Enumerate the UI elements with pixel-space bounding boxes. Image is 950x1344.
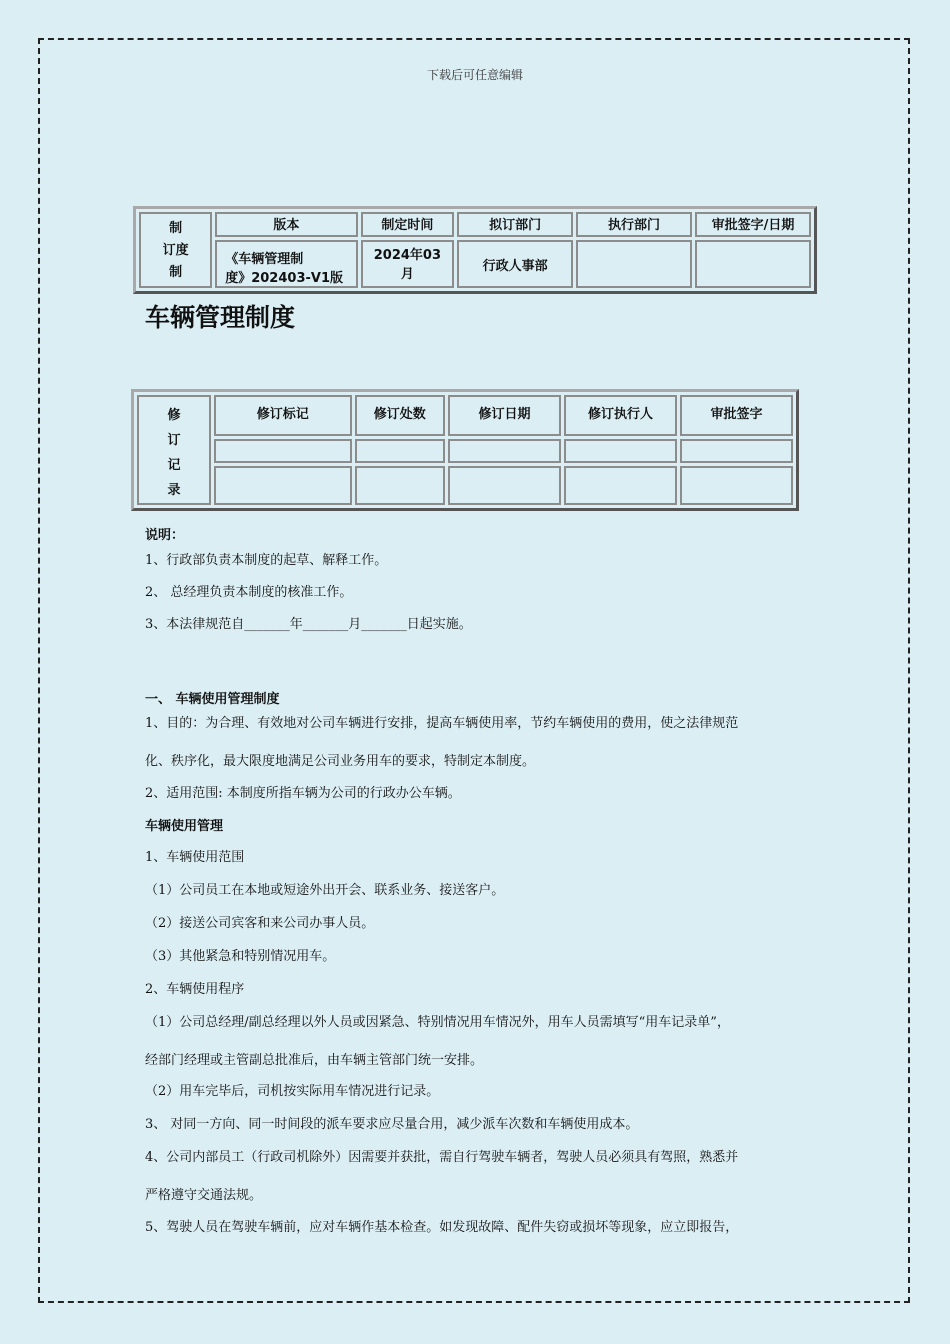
body-line: （2）接送公司宾客和来公司办事人员。 xyxy=(145,916,375,931)
header-revision-approval: 审批签字 xyxy=(680,395,793,436)
cell-date: 2024年03 月 xyxy=(361,240,455,288)
header-revision-mark: 修订标记 xyxy=(214,395,352,436)
header-executing-dept: 执行部门 xyxy=(576,212,692,237)
revision-table xyxy=(131,389,799,511)
notes-heading: 说明： xyxy=(145,528,185,543)
sub-heading-vehicle-use: 车辆使用管理 xyxy=(145,819,224,834)
page-title: 车辆管理制度 xyxy=(145,303,296,332)
header-revision-date: 修订日期 xyxy=(448,395,561,436)
revision-cell xyxy=(355,466,445,505)
revision-cell xyxy=(680,466,793,505)
body-line: （1）公司员工在本地或短途外出开会、联系业务、接送客户。 xyxy=(145,883,505,898)
body-line: 严格遵守交通法规。 xyxy=(145,1188,263,1203)
header-note: 下载后可任意编辑 xyxy=(426,68,523,82)
revision-cell xyxy=(214,466,352,505)
scope-line: 2、适用范围: 本制度所指车辆为公司的行政办公车辆。 xyxy=(145,786,461,801)
body-line: 5、驾驶人员在驾驶车辆前，应对车辆作基本检查。如发现故障、配件失窃或损坏等现象，应立即报告， xyxy=(145,1220,739,1235)
body-line: （3）其他紧急和特别情况用车。 xyxy=(145,949,336,964)
table1-side-label: 制 订度 制 xyxy=(139,212,212,288)
cell-version: 《车辆管理制 度》202403-V1版 xyxy=(215,240,357,288)
header-date: 制定时间 xyxy=(361,212,455,237)
table2-side-label: 修 订 记 录 xyxy=(137,395,211,505)
cell-drafting-dept: 行政人事部 xyxy=(457,240,573,288)
body-line: 2、车辆使用程序 xyxy=(145,982,245,997)
revision-cell xyxy=(564,466,677,505)
revision-cell xyxy=(448,439,561,463)
body-line: （1）公司总经理/副总经理以外人员或因紧急、特别情况用车情况外，用车人员需填写“用车记录单”， xyxy=(145,1015,730,1030)
note-item-1: 1、行政部负责本制度的起草、解释工作。 xyxy=(145,553,388,568)
header-version: 版本 xyxy=(215,212,357,237)
revision-cell xyxy=(564,439,677,463)
header-revision-executor: 修订执行人 xyxy=(564,395,677,436)
note-item-3: 3、本法律规范自_______年_______月_______日起实施。 xyxy=(145,617,472,632)
body-line: 4、公司内部员工（行政司机除外）因需要并获批，需自行驾驶车辆者，驾驶人员必须具有驾照，熟悉并 xyxy=(145,1150,739,1165)
cell-executing-dept xyxy=(576,240,692,288)
header-drafting-dept: 拟订部门 xyxy=(457,212,573,237)
body-line: 3、 对同一方向、同一时间段的派车要求应尽量合用，减少派车次数和车辆使用成本。 xyxy=(145,1117,639,1132)
purpose-line-2: 化、秩序化，最大限度地满足公司业务用车的要求，特制定本制度。 xyxy=(145,754,536,769)
revision-cell xyxy=(680,439,793,463)
purpose-line-1: 1、目的：为合理、有效地对公司车辆进行安排，提高车辆使用率，节约车辆使用的费用，使之法律规范 xyxy=(145,716,739,731)
header-approval: 审批签字/日期 xyxy=(695,212,811,237)
header-revision-count: 修订处数 xyxy=(355,395,445,436)
cell-approval xyxy=(695,240,811,288)
note-item-2: 2、 总经理负责本制度的核准工作。 xyxy=(145,585,353,600)
revision-cell xyxy=(214,439,352,463)
body-line: 1、车辆使用范围 xyxy=(145,850,245,865)
revision-cell xyxy=(448,466,561,505)
body-line: （2）用车完毕后，司机按实际用车情况进行记录。 xyxy=(145,1084,440,1099)
version-table xyxy=(133,206,817,294)
revision-cell xyxy=(355,439,445,463)
body-line: 经部门经理或主管副总批准后，由车辆主管部门统一安排。 xyxy=(145,1053,484,1068)
section1-heading: 一、 车辆使用管理制度 xyxy=(145,692,280,707)
